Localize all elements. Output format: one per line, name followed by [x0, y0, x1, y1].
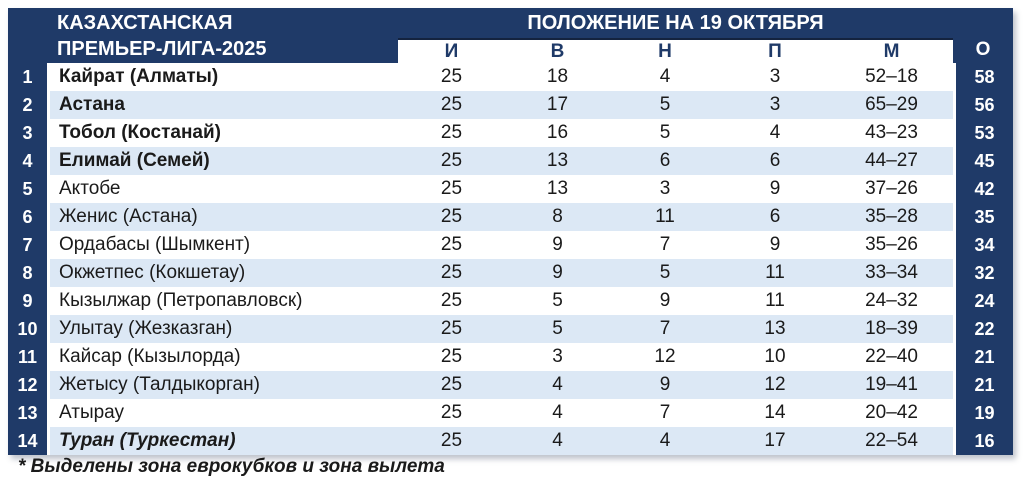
league-title: [8, 8, 398, 63]
column-header-goals: М: [830, 38, 953, 63]
losses-cell: 9: [720, 231, 830, 259]
goals-cell: 35–26: [830, 231, 953, 259]
draws-cell: 7: [610, 231, 720, 259]
played-cell: 25: [398, 315, 505, 343]
points-cell: 24: [953, 287, 1013, 315]
losses-cell: 13: [720, 315, 830, 343]
rank-cell: 2: [8, 91, 50, 119]
wins-cell: 9: [505, 259, 610, 287]
wins-cell: 9: [505, 231, 610, 259]
points-cell: 35: [953, 203, 1013, 231]
losses-cell: 9: [720, 175, 830, 203]
team-name-cell: Окжетпес (Кокшетау): [50, 259, 398, 287]
draws-cell: 3: [610, 175, 720, 203]
losses-cell: 4: [720, 119, 830, 147]
rank-cell: 1: [8, 63, 50, 91]
goals-cell: 37–26: [830, 175, 953, 203]
rank-cell: 8: [8, 259, 50, 287]
points-cell: 21: [953, 371, 1013, 399]
league-title-line2: ПРЕМЬЕР-ЛИГА-2025: [57, 37, 267, 60]
draws-cell: 5: [610, 259, 720, 287]
played-cell: 25: [398, 259, 505, 287]
goals-cell: 22–40: [830, 343, 953, 371]
wins-cell: 5: [505, 315, 610, 343]
played-cell: 25: [398, 147, 505, 175]
wins-cell: 4: [505, 399, 610, 427]
draws-cell: 5: [610, 91, 720, 119]
losses-cell: 3: [720, 91, 830, 119]
played-cell: 25: [398, 231, 505, 259]
team-name-cell: Кызылжар (Петропавловск): [50, 287, 398, 315]
league-standings-table: [8, 8, 1013, 455]
played-cell: 25: [398, 119, 505, 147]
team-name-cell: Улытау (Жезказган): [50, 315, 398, 343]
rank-cell: 9: [8, 287, 50, 315]
draws-cell: 9: [610, 371, 720, 399]
losses-cell: 6: [720, 147, 830, 175]
rank-cell: 3: [8, 119, 50, 147]
points-cell: 16: [953, 427, 1013, 455]
losses-cell: 10: [720, 343, 830, 371]
team-name-cell: Кайсар (Кызылорда): [50, 343, 398, 371]
points-cell: 34: [953, 231, 1013, 259]
played-cell: 25: [398, 371, 505, 399]
rank-cell: 10: [8, 315, 50, 343]
draws-cell: 6: [610, 147, 720, 175]
played-cell: 25: [398, 399, 505, 427]
team-name-cell: Атырау: [50, 399, 398, 427]
rank-cell: 14: [8, 427, 50, 455]
points-column-header: О: [953, 8, 1013, 63]
wins-cell: 13: [505, 175, 610, 203]
played-cell: 25: [398, 287, 505, 315]
league-title-line1: КАЗАХСТАНСКАЯ: [57, 11, 233, 34]
losses-cell: 12: [720, 371, 830, 399]
goals-cell: 20–42: [830, 399, 953, 427]
points-cell: 42: [953, 175, 1013, 203]
column-header-losses: П: [720, 38, 830, 63]
standings-date-title: ПОЛОЖЕНИЕ НА 19 ОКТЯБРЯ: [398, 8, 953, 38]
team-name-cell: Елимай (Семей): [50, 147, 398, 175]
wins-cell: 13: [505, 147, 610, 175]
losses-cell: 11: [720, 259, 830, 287]
losses-cell: 3: [720, 63, 830, 91]
wins-cell: 5: [505, 287, 610, 315]
points-cell: 56: [953, 91, 1013, 119]
column-header-played: И: [398, 38, 505, 63]
losses-cell: 14: [720, 399, 830, 427]
goals-cell: 35–28: [830, 203, 953, 231]
rank-cell: 13: [8, 399, 50, 427]
draws-cell: 12: [610, 343, 720, 371]
goals-cell: 24–32: [830, 287, 953, 315]
goals-cell: 19–41: [830, 371, 953, 399]
team-name-cell: Кайрат (Алматы): [50, 63, 398, 91]
column-header-wins: В: [505, 38, 610, 63]
draws-cell: 11: [610, 203, 720, 231]
wins-cell: 18: [505, 63, 610, 91]
played-cell: 25: [398, 91, 505, 119]
team-name-cell: Жетысу (Талдыкорган): [50, 371, 398, 399]
team-name-cell: Актобе: [50, 175, 398, 203]
wins-cell: 3: [505, 343, 610, 371]
losses-cell: 11: [720, 287, 830, 315]
team-name-cell: Ордабасы (Шымкент): [50, 231, 398, 259]
goals-cell: 43–23: [830, 119, 953, 147]
points-cell: 21: [953, 343, 1013, 371]
draws-cell: 7: [610, 399, 720, 427]
rank-cell: 7: [8, 231, 50, 259]
played-cell: 25: [398, 203, 505, 231]
wins-cell: 17: [505, 91, 610, 119]
draws-cell: 7: [610, 315, 720, 343]
goals-cell: 22–54: [830, 427, 953, 455]
draws-cell: 4: [610, 63, 720, 91]
played-cell: 25: [398, 427, 505, 455]
losses-cell: 6: [720, 203, 830, 231]
points-cell: 19: [953, 399, 1013, 427]
played-cell: 25: [398, 343, 505, 371]
points-cell: 53: [953, 119, 1013, 147]
draws-cell: 4: [610, 427, 720, 455]
column-header-draws: Н: [610, 38, 720, 63]
rank-cell: 5: [8, 175, 50, 203]
goals-cell: 44–27: [830, 147, 953, 175]
played-cell: 25: [398, 63, 505, 91]
team-name-cell: Тобол (Костанай): [50, 119, 398, 147]
team-name-cell: Астана: [50, 91, 398, 119]
goals-cell: 65–29: [830, 91, 953, 119]
draws-cell: 9: [610, 287, 720, 315]
goals-cell: 52–18: [830, 63, 953, 91]
losses-cell: 17: [720, 427, 830, 455]
goals-cell: 18–39: [830, 315, 953, 343]
wins-cell: 4: [505, 427, 610, 455]
played-cell: 25: [398, 175, 505, 203]
points-cell: 45: [953, 147, 1013, 175]
team-name-cell: Туран (Туркестан): [50, 427, 398, 455]
team-name-cell: Женис (Астана): [50, 203, 398, 231]
points-cell: 58: [953, 63, 1013, 91]
points-cell: 22: [953, 315, 1013, 343]
goals-cell: 33–34: [830, 259, 953, 287]
points-cell: 32: [953, 259, 1013, 287]
wins-cell: 8: [505, 203, 610, 231]
rank-cell: 11: [8, 343, 50, 371]
draws-cell: 5: [610, 119, 720, 147]
wins-cell: 16: [505, 119, 610, 147]
rank-cell: 12: [8, 371, 50, 399]
wins-cell: 4: [505, 371, 610, 399]
rank-cell: 6: [8, 203, 50, 231]
legend-note: * Выделены зона еврокубков и зона вылета: [18, 456, 445, 477]
rank-cell: 4: [8, 147, 50, 175]
